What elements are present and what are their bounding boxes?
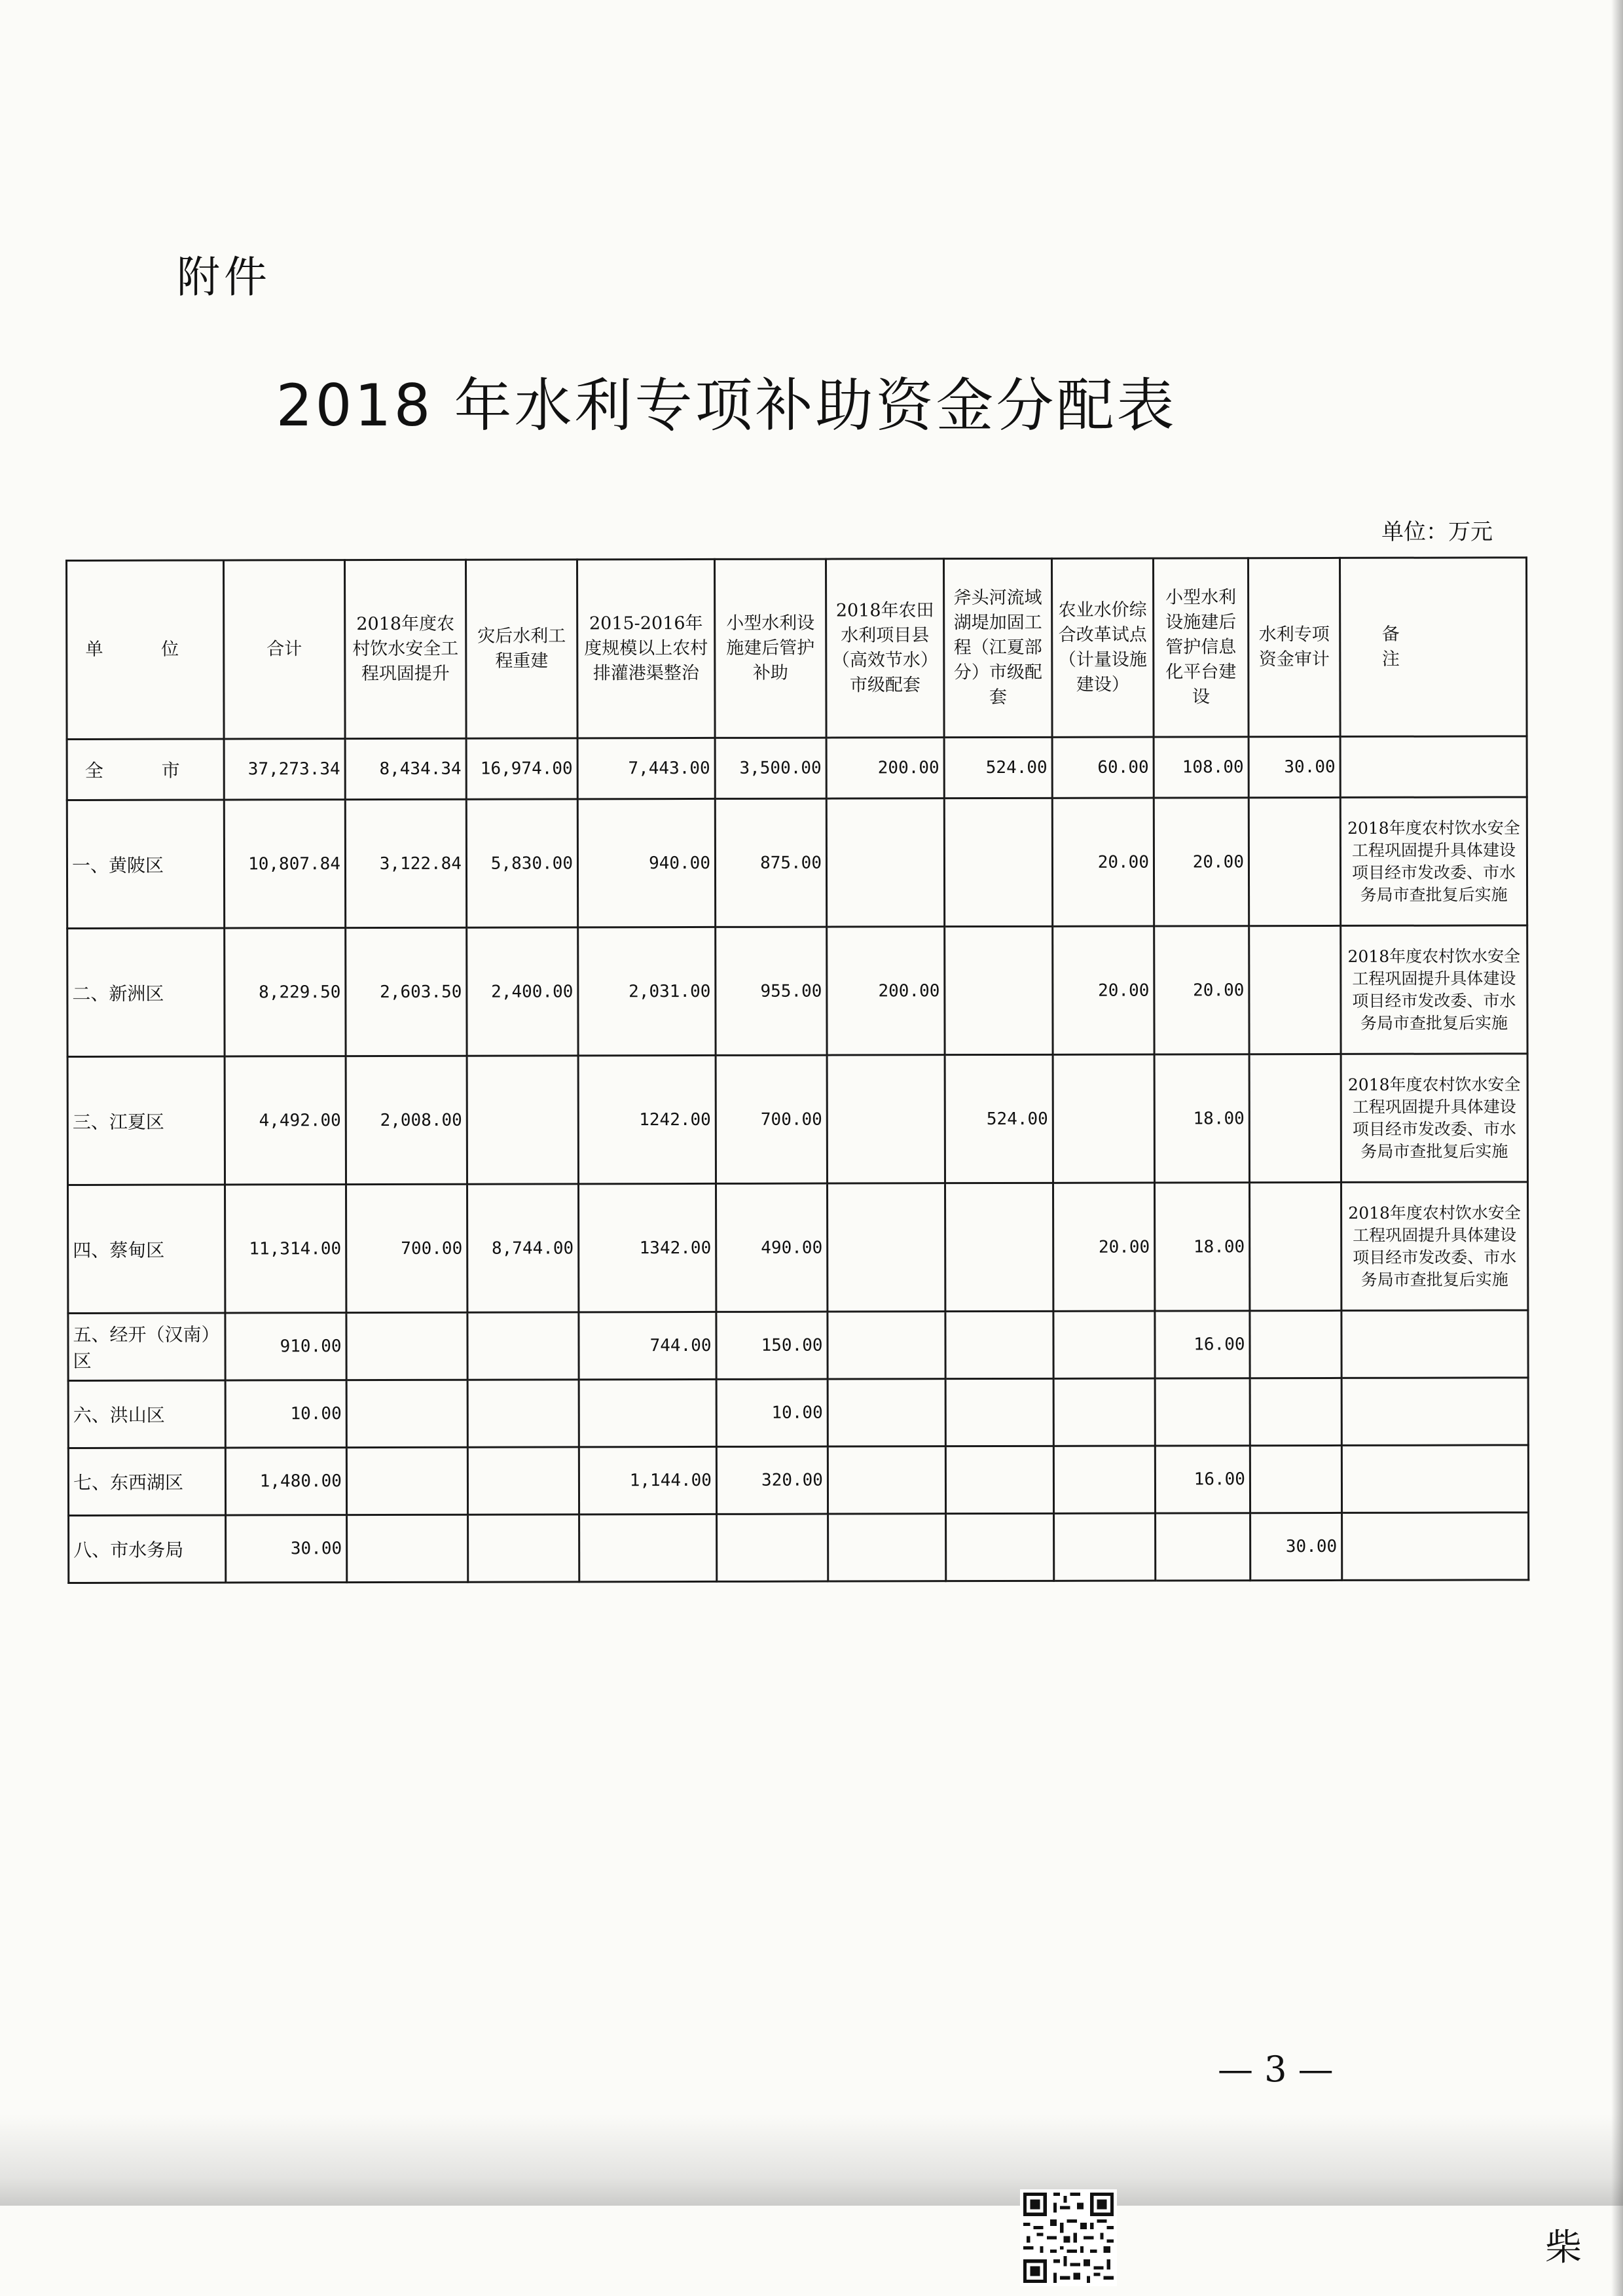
table-cell bbox=[1249, 797, 1340, 925]
table-row bbox=[67, 1054, 1527, 1185]
table-cell: 20.00 bbox=[1052, 798, 1154, 926]
table-row bbox=[67, 736, 1527, 800]
row-name: 五、经开（汉南）区 bbox=[68, 1313, 225, 1381]
table-cell: 30.00 bbox=[226, 1515, 347, 1583]
table-cell: 30.00 bbox=[1249, 736, 1340, 797]
table-cell bbox=[945, 1446, 1053, 1513]
table-cell: 20.00 bbox=[1154, 798, 1249, 926]
table-cell bbox=[1155, 1378, 1250, 1446]
table-cell: 60.00 bbox=[1052, 737, 1154, 798]
table-cell bbox=[1249, 925, 1341, 1054]
table-cell bbox=[826, 798, 944, 927]
remark-cell bbox=[1341, 1378, 1528, 1446]
allocation-table bbox=[65, 556, 1529, 1584]
table-cell: 4,492.00 bbox=[225, 1056, 346, 1185]
table-cell bbox=[828, 1514, 946, 1581]
table-cell: 7,443.00 bbox=[577, 738, 715, 798]
column-header: 合计 bbox=[224, 560, 346, 739]
table-row bbox=[68, 1378, 1528, 1448]
table-cell bbox=[579, 1514, 717, 1581]
table-cell bbox=[1053, 1446, 1155, 1513]
table-cell: 955.00 bbox=[716, 927, 827, 1055]
table-cell bbox=[828, 1379, 945, 1446]
table-cell bbox=[827, 1055, 945, 1183]
corner-mark: 柴 bbox=[1545, 2227, 1582, 2269]
scan-noise-band bbox=[0, 2114, 1623, 2206]
page-title: 2018 年水利专项补助资金分配表 bbox=[276, 372, 1177, 439]
table-cell bbox=[944, 798, 1052, 926]
table-row bbox=[68, 1445, 1528, 1516]
table-cell: 200.00 bbox=[826, 738, 944, 798]
column-header: 小型水利设施建后管护补助 bbox=[715, 559, 827, 738]
column-header: 水利专项资金审计 bbox=[1248, 558, 1340, 736]
table-cell bbox=[467, 1447, 579, 1515]
table-cell: 18.00 bbox=[1154, 1054, 1249, 1183]
attachment-label: 附件 bbox=[177, 252, 271, 302]
table-cell: 16.00 bbox=[1155, 1446, 1250, 1513]
column-header: 小型水利设施建后管护信息化平台建设 bbox=[1153, 558, 1249, 737]
scan-edge-shadow bbox=[1611, 0, 1623, 2296]
unit-label: 单位：万元 bbox=[1381, 519, 1493, 545]
row-name: 六、洪山区 bbox=[68, 1380, 225, 1448]
table-cell bbox=[1054, 1513, 1156, 1581]
table-cell: 910.00 bbox=[225, 1313, 346, 1380]
table-cell bbox=[945, 1311, 1053, 1378]
table-cell: 320.00 bbox=[716, 1446, 828, 1514]
table-cell: 3,122.84 bbox=[345, 799, 466, 927]
remark-cell: 2018年度农村饮水安全工程巩固提升具体建设项目经市发改委、市水务局市查批复后实施 bbox=[1341, 1054, 1527, 1183]
table-cell bbox=[1249, 1182, 1341, 1310]
table-cell: 490.00 bbox=[716, 1183, 827, 1312]
row-name: 八、市水务局 bbox=[69, 1515, 226, 1583]
table-cell: 940.00 bbox=[577, 798, 715, 927]
table-cell bbox=[946, 1513, 1054, 1581]
table-cell: 875.00 bbox=[715, 798, 826, 927]
table-cell: 2,008.00 bbox=[346, 1056, 467, 1184]
table-row bbox=[69, 1513, 1529, 1583]
table-cell bbox=[945, 926, 1053, 1054]
column-header: 斧头河流域湖堤加固工程（江夏部分）市级配套 bbox=[944, 558, 1053, 737]
table-cell bbox=[945, 1183, 1053, 1311]
table-cell: 108.00 bbox=[1154, 737, 1249, 798]
row-name: 全 市 bbox=[67, 739, 224, 800]
column-header: 农业水价综合改革试点（计量设施建设） bbox=[1051, 558, 1154, 737]
row-name: 四、蔡甸区 bbox=[68, 1185, 225, 1314]
table-cell: 30.00 bbox=[1250, 1513, 1342, 1580]
table-row bbox=[68, 1310, 1528, 1381]
remark-cell bbox=[1341, 1310, 1528, 1378]
table-cell: 524.00 bbox=[944, 737, 1052, 798]
table-row bbox=[68, 1182, 1528, 1314]
table-cell: 5,830.00 bbox=[466, 799, 577, 927]
table-cell bbox=[1250, 1445, 1341, 1513]
table-cell: 8,744.00 bbox=[467, 1184, 578, 1312]
table-cell: 1,480.00 bbox=[225, 1448, 346, 1515]
table-cell: 20.00 bbox=[1053, 926, 1154, 1054]
column-header: 灾后水利工程重建 bbox=[466, 560, 578, 738]
table-cell: 700.00 bbox=[346, 1184, 467, 1312]
column-header: 2015-2016年度规模以上农村排灌港渠整治 bbox=[577, 559, 716, 738]
row-name: 七、东西湖区 bbox=[68, 1448, 225, 1516]
table-cell: 2,031.00 bbox=[578, 927, 716, 1055]
table-cell: 744.00 bbox=[579, 1312, 716, 1379]
table-cell: 524.00 bbox=[945, 1054, 1053, 1183]
table-cell: 150.00 bbox=[716, 1312, 828, 1379]
table-cell: 2,603.50 bbox=[346, 927, 467, 1056]
table-row bbox=[67, 797, 1527, 929]
table-cell: 10.00 bbox=[225, 1380, 346, 1448]
table-cell: 8,434.34 bbox=[345, 738, 466, 799]
column-header: 2018年度农村饮水安全工程巩固提升 bbox=[345, 560, 467, 738]
row-name: 二、新洲区 bbox=[67, 928, 225, 1057]
table-cell bbox=[347, 1515, 468, 1582]
table-cell bbox=[467, 1380, 579, 1447]
column-header: 备 注 bbox=[1340, 558, 1527, 737]
table-cell bbox=[579, 1379, 716, 1446]
table-cell: 1242.00 bbox=[578, 1055, 716, 1183]
table-cell: 2,400.00 bbox=[467, 927, 578, 1056]
table-cell: 3,500.00 bbox=[715, 738, 826, 798]
table-cell bbox=[346, 1312, 467, 1380]
table-cell bbox=[468, 1515, 579, 1582]
table-cell: 10,807.84 bbox=[224, 800, 345, 928]
qr-code-icon bbox=[1020, 2189, 1117, 2286]
column-header: 2018年农田水利项目县（高效节水）市级配套 bbox=[826, 559, 945, 738]
table-cell: 200.00 bbox=[827, 927, 945, 1055]
table-cell bbox=[346, 1447, 467, 1515]
table-header-row bbox=[67, 558, 1527, 740]
remark-cell bbox=[1340, 736, 1527, 798]
page-number: — 3 — bbox=[1218, 2049, 1334, 2090]
table-cell: 700.00 bbox=[716, 1055, 827, 1183]
remark-cell: 2018年度农村饮水安全工程巩固提升具体建设项目经市发改委、市水务局市查批复后实施 bbox=[1340, 797, 1527, 926]
table-cell: 1,144.00 bbox=[579, 1446, 716, 1514]
table-cell bbox=[717, 1514, 828, 1581]
table-cell: 16.00 bbox=[1155, 1311, 1250, 1378]
table-cell bbox=[945, 1378, 1053, 1446]
remark-cell bbox=[1341, 1445, 1528, 1513]
table-cell bbox=[828, 1312, 945, 1379]
table-cell bbox=[1053, 1311, 1155, 1378]
row-name: 三、江夏区 bbox=[67, 1056, 225, 1185]
remark-cell: 2018年度农村饮水安全工程巩固提升具体建设项目经市发改委、市水务局市查批复后实施 bbox=[1341, 1182, 1527, 1311]
table-cell bbox=[1250, 1378, 1341, 1445]
table-cell: 37,273.34 bbox=[224, 739, 345, 800]
table-cell: 10.00 bbox=[716, 1379, 828, 1446]
table-cell bbox=[1250, 1310, 1341, 1378]
table-row bbox=[67, 925, 1527, 1057]
remark-cell: 2018年度农村饮水安全工程巩固提升具体建设项目经市发改委、市水务局市查批复后实施 bbox=[1341, 925, 1527, 1054]
table-cell: 1342.00 bbox=[578, 1183, 716, 1312]
table-cell bbox=[1053, 1054, 1154, 1183]
table-cell bbox=[1053, 1378, 1155, 1446]
table-cell bbox=[1249, 1054, 1341, 1182]
table-cell: 18.00 bbox=[1154, 1183, 1249, 1311]
table-cell bbox=[828, 1446, 945, 1514]
table-cell bbox=[1156, 1513, 1250, 1581]
table-cell bbox=[467, 1312, 579, 1380]
table-cell bbox=[346, 1380, 467, 1447]
table-cell: 11,314.00 bbox=[225, 1185, 346, 1313]
table-cell: 20.00 bbox=[1053, 1183, 1154, 1311]
table-cell bbox=[467, 1056, 578, 1184]
column-header: 单 位 bbox=[67, 560, 225, 740]
remark-cell bbox=[1342, 1513, 1529, 1581]
allocation-table-wrapper bbox=[65, 556, 1527, 1584]
table-cell: 8,229.50 bbox=[225, 928, 346, 1056]
row-name: 一、黄陂区 bbox=[67, 800, 224, 929]
table-cell: 20.00 bbox=[1154, 926, 1249, 1054]
table-cell: 16,974.00 bbox=[466, 738, 577, 799]
table-cell bbox=[827, 1183, 945, 1312]
